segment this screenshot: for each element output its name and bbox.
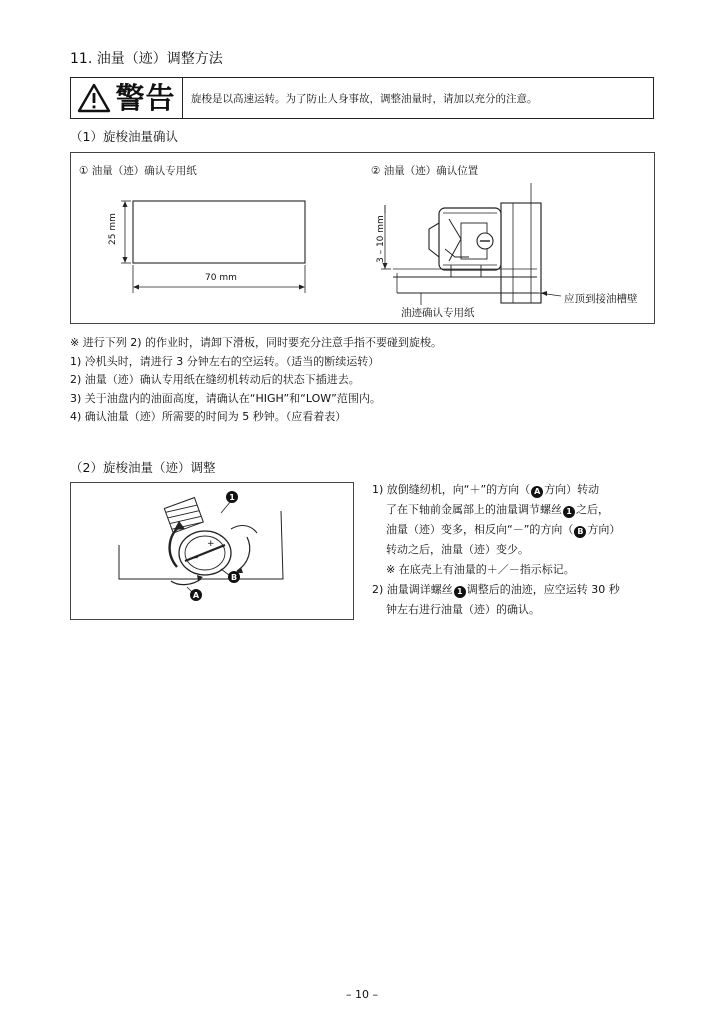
warning-header	[71, 78, 183, 118]
marker-b-inline: B	[574, 526, 586, 538]
step1-line1: 1) 放倒缝纫机，向“＋”的方向（ A 方向）转动	[372, 483, 600, 496]
note-line: ※ 进行下列 2) 的作业时，请卸下滑板，同时要充分注意手指不要碰到旋梭。	[70, 336, 442, 349]
fig-left-caption: ① 油量（迹）确认专用纸	[79, 165, 197, 177]
step1-line4: 转动之后，油量（迹）变少。	[386, 543, 529, 556]
note-line: 2) 油量（迹）确认专用纸在缝纫机转动后的状态下插进去。	[70, 373, 360, 386]
step1-line3: 油量（迹）变多，相反向“－”的方向（ B 方向）	[386, 523, 621, 536]
paper-label: 油迹确认专用纸	[401, 307, 475, 319]
marker-1-inline: 1	[563, 506, 575, 518]
marker-b: B	[228, 571, 240, 583]
check-notes	[70, 334, 442, 427]
warning-text: 旋梭是以高速运转。为了防止人身事故，调整油量时，请加以充分的注意。	[191, 93, 538, 105]
note-line: 4) 确认油量（迹）所需要的时间为 5 秒钟。（应看着表）	[70, 410, 347, 423]
step2-line1: 2) 油量调详螺丝 1 调整后的油迹，应空运转 30 秒	[372, 583, 620, 596]
warning-triangle-icon	[77, 83, 111, 113]
note-line: 1) 冷机头时，请进行 3 分钟左右的空运转。（适当的断续运转）	[70, 354, 380, 368]
adjust-screw-drawing	[71, 483, 353, 619]
page-number: – 10 –	[346, 988, 378, 1001]
adjust-screw-figure	[70, 482, 354, 620]
subsection-1-title: （1）旋梭油量确认	[70, 129, 178, 144]
marker-a: A	[190, 589, 202, 601]
marker-1-inline: 1	[454, 586, 466, 598]
dim-height-label: 25 mm	[108, 213, 118, 245]
step1-line5: ※ 在底壳上有油量的＋／－指示标记。	[386, 563, 575, 576]
note-line: 3) 关于油盘内的油面高度，请确认在“HIGH”和“LOW”范围内。	[70, 391, 381, 405]
warning-box	[70, 77, 654, 119]
wall-label: 应顶到接油槽壁	[564, 293, 638, 305]
adjust-steps	[372, 480, 672, 620]
minus-mark: –	[194, 553, 199, 563]
step1-line2: 了在下轴前金属部上的油量调节螺丝 1 之后，	[386, 503, 609, 516]
dim-width-label: 70 mm	[205, 273, 237, 283]
section-title: 11. 油量（迹）调整方法	[70, 51, 223, 67]
oil-check-figure	[70, 152, 655, 324]
step2-line2: 钟左右进行油量（迹）的确认。	[386, 603, 540, 616]
fig-right-caption: ② 油量（迹）确认位置	[371, 165, 479, 177]
plus-mark: +	[207, 539, 215, 549]
warning-title: 警告	[115, 80, 176, 115]
marker-1: 1	[226, 491, 238, 503]
subsection-2-title: （2）旋梭油量（迹）调整	[70, 460, 216, 475]
dim-gap-label: 3 – 10 mm	[376, 215, 386, 263]
marker-a-inline: A	[531, 486, 543, 498]
